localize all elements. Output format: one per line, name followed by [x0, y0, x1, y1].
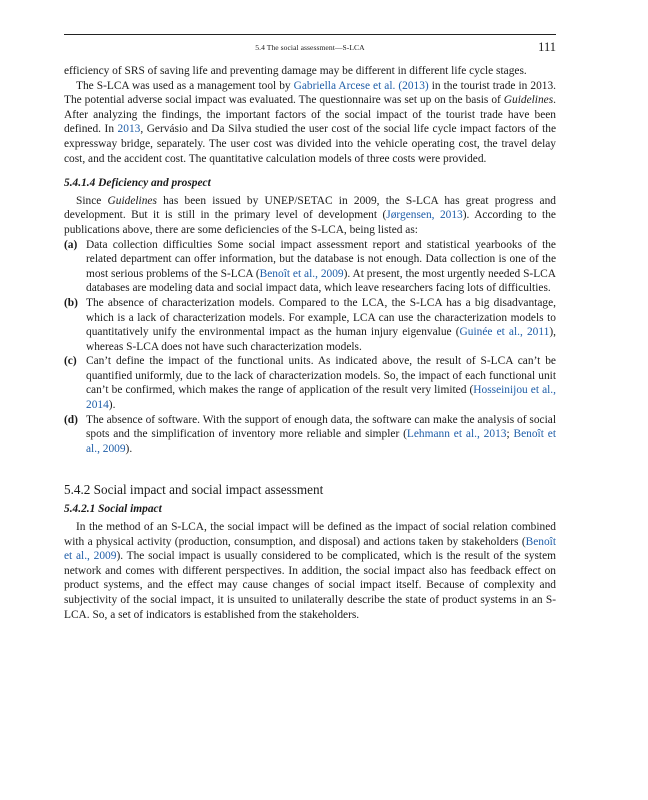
paragraph-continued: efficiency of SRS of saving life and preventing damage may be different in different life cycle stages.: [64, 65, 527, 77]
page-number: 111: [538, 40, 556, 54]
running-head: [64, 40, 556, 56]
article-body: [64, 64, 556, 622]
citation-link[interactable]: Guinée et al., 2011: [459, 326, 550, 339]
emphasis: Guidelines: [107, 194, 157, 207]
citation-link[interactable]: Benoît et al., 2009: [64, 535, 556, 563]
list-item: [64, 238, 556, 296]
list-item: [64, 296, 556, 354]
text-run: ). According to the publications above, there are some deficiencies of the S-LCA, being listed as:: [64, 209, 556, 236]
list-item: [64, 354, 556, 412]
emphasis: Guidelines: [503, 94, 554, 107]
citation-link[interactable]: Jørgensen, 2013: [386, 209, 463, 222]
section-heading-5-4-2: 5.4.2 Social impact and social impact assessment: [64, 482, 324, 498]
paragraph-social-impact: [64, 520, 556, 622]
citation-link[interactable]: 2013: [117, 123, 141, 136]
text-run: Data collection difficulties Some social impact assessment report and statistical yearbooks of the related department can offer information, but the database is not enough. Data collection is one of the most serious problems of the S-LCA (: [86, 238, 556, 280]
text-run: Can’t define the impact of the functional units. As indicated above, the result of S-LCA can’t be quantified uniformly, due to the lack of characterization models. So, the impact of each functional unit can’t be confirmed, which makes the range of application of the result very limited (: [86, 355, 556, 397]
citation-link[interactable]: Gabriella Arcese et al. (2013): [293, 79, 429, 92]
text-run: ).: [108, 399, 116, 412]
text-run: ). The social impact is usually considered to be complicated, which is the result of the system network and comes with different perspectives. In addition, the social impact also has feedback effect on product systems, and the effect may cause changes of social impact itself. Because of complexity and subjectivity of the social impact, it is unsuited to unilaterally describe the state of product systems in an S-LCA. So, a set of indicators is established from the stakeholders.: [64, 550, 556, 621]
section-heading-5-4-1-4: 5.4.1.4 Deficiency and prospect: [64, 177, 211, 190]
text-run: ).: [125, 442, 133, 455]
text-run: in the tourist trade in 2013. The potential adverse social impact was evaluated. The questionnaire was set up on the basis of: [64, 79, 556, 107]
deficiency-list: [64, 238, 556, 457]
section-heading-5-4-2-1: 5.4.2.1 Social impact: [64, 503, 162, 516]
list-label: (c): [64, 355, 77, 368]
text-run: ), whereas S-LCA does not have such characterization models.: [86, 326, 556, 353]
paragraph-deficiency-intro: [64, 194, 556, 238]
text-run: The absence of characterization models. Compared to the LCA, the S-LCA has a big disadvantage, which is a lack of characterization models. For example, LCA can use the characterization models to quantitatively unify the environmental impact as the human injury eigenvalue (: [86, 296, 556, 339]
citation-link[interactable]: Benoît et al., 2009: [86, 428, 556, 455]
citation-link[interactable]: Benoît et al., 2009: [259, 267, 344, 280]
text-run: has been issued by UNEP/SETAC in 2009, the S-LCA has great progress and development. But it is still in the primary level of development (: [64, 194, 556, 222]
list-label: (b): [64, 296, 78, 309]
text-run: In the method of an S-LCA, the social impact will be defined as the impact of social relation combined with a physical activity (production, consumption, and disposal) and actions taken by stakeholders (: [64, 521, 556, 548]
text-run: The absence of software. With the support of enough data, the software can make the analysis of social spots and the simplification of inventory more reliable and simpler (: [86, 413, 556, 441]
text-run: The S-LCA was used as a management tool by: [76, 79, 294, 92]
running-title: 5.4 The social assessment—S-LCA: [255, 43, 365, 52]
text-run: . After analyzing the findings, the important factors of the social impact of the tourist trade have been defined. In: [64, 94, 556, 136]
text-run: , Gervásio and Da Silva studied the user cost of the social life cycle impact factors of the expressway bridge, separately. The user cost was divided into the vehicle operating cost, the travel delay cost, and the accident cost. The quantitative calculation models of three costs were provided.: [64, 123, 557, 165]
citation-link[interactable]: Lehmann et al., 2013: [406, 428, 507, 441]
list-item: [64, 413, 556, 457]
text-run: ;: [506, 428, 514, 441]
text-run: Since: [76, 194, 108, 207]
header-rule: [64, 34, 556, 35]
text-run: ). At present, the most urgently needed S-LCA databases are modeling data and social impact data, which leave researchers facing lots of difficulties.: [86, 267, 556, 295]
paragraph-tourist-trade: [64, 79, 556, 167]
citation-link[interactable]: Hosseinijou et al., 2014: [86, 384, 556, 412]
list-label: (d): [64, 413, 78, 426]
list-label: (a): [64, 238, 78, 251]
